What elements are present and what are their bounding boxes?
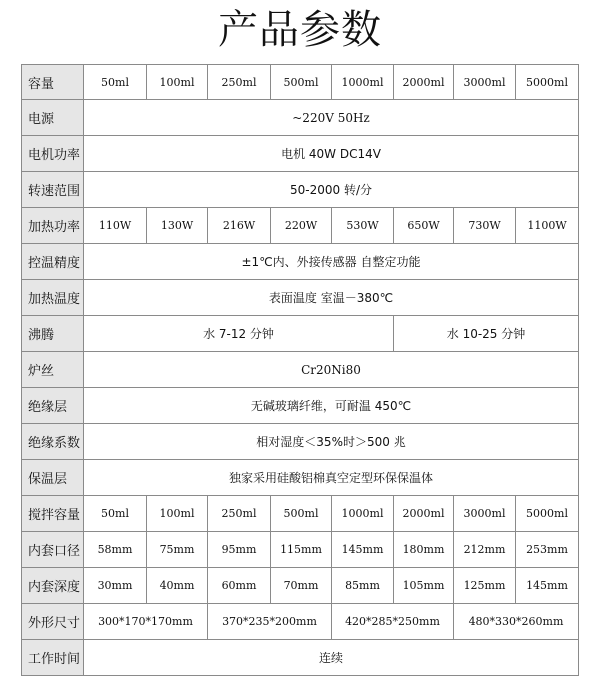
- inner-diameter-cell: 75mm: [147, 532, 208, 568]
- heating-power-cell: 1100W: [516, 208, 579, 244]
- row-label: 内套深度: [22, 568, 84, 604]
- row-capacity: [22, 65, 579, 100]
- stir-capacity-cell: 1000ml: [332, 496, 394, 532]
- inner-diameter-cell: 145mm: [332, 532, 394, 568]
- stir-capacity-cell: 3000ml: [454, 496, 516, 532]
- motor-power-value: 电机 40W DC14V: [84, 136, 579, 172]
- stir-capacity-cell: 2000ml: [394, 496, 454, 532]
- heating-power-cell: 730W: [454, 208, 516, 244]
- heating-power-cell: 650W: [394, 208, 454, 244]
- inner-diameter-cell: 212mm: [454, 532, 516, 568]
- row-heating-power: [22, 208, 579, 244]
- row-work-time: [22, 640, 579, 676]
- stir-capacity-cell: 500ml: [271, 496, 332, 532]
- spec-table: [21, 64, 579, 676]
- capacity-cell: 500ml: [271, 65, 332, 100]
- row-label: 加热功率: [22, 208, 84, 244]
- row-label: 绝缘系数: [22, 424, 84, 460]
- row-label: 容量: [22, 65, 84, 100]
- heating-power-cell: 220W: [271, 208, 332, 244]
- row-label: 保温层: [22, 460, 84, 496]
- page-title: 产品参数: [218, 7, 382, 53]
- capacity-cell: 250ml: [208, 65, 271, 100]
- insulation-layer-value: 无碱玻璃纤维，可耐温 450℃: [84, 388, 579, 424]
- inner-diameter-cell: 115mm: [271, 532, 332, 568]
- boiling-value: 水 7-12 分钟: [84, 316, 394, 352]
- heating-temp-value: 表面温度 室温－380℃: [84, 280, 579, 316]
- row-label: 炉丝: [22, 352, 84, 388]
- stir-capacity-cell: 250ml: [208, 496, 271, 532]
- row-label: 沸腾: [22, 316, 84, 352]
- row-label: 搅拌容量: [22, 496, 84, 532]
- row-thermal-layer: [22, 460, 579, 496]
- row-inner-depth: [22, 568, 579, 604]
- work-time-value: 连续: [84, 640, 579, 676]
- row-heating-temp: [22, 280, 579, 316]
- inner-depth-cell: 70mm: [271, 568, 332, 604]
- speed-range-value: 50-2000 转/分: [84, 172, 579, 208]
- dimensions-cell: 420*285*250mm: [332, 604, 454, 640]
- temp-accuracy-value: ±1℃内、外接传感器 自整定功能: [84, 244, 579, 280]
- heating-wire-value: Cr20Ni80: [84, 352, 579, 388]
- row-motor-power: [22, 136, 579, 172]
- stir-capacity-cell: 100ml: [147, 496, 208, 532]
- capacity-cell: 1000ml: [332, 65, 394, 100]
- row-label: 外形尺寸: [22, 604, 84, 640]
- heating-power-cell: 216W: [208, 208, 271, 244]
- row-label: 电机功率: [22, 136, 84, 172]
- row-inner-diameter: [22, 532, 579, 568]
- boiling-value: 水 10-25 分钟: [394, 316, 579, 352]
- inner-diameter-cell: 253mm: [516, 532, 579, 568]
- row-boiling: [22, 316, 579, 352]
- capacity-cell: 100ml: [147, 65, 208, 100]
- inner-depth-cell: 30mm: [84, 568, 147, 604]
- row-speed-range: [22, 172, 579, 208]
- stir-capacity-cell: 50ml: [84, 496, 147, 532]
- inner-diameter-cell: 95mm: [208, 532, 271, 568]
- inner-depth-cell: 40mm: [147, 568, 208, 604]
- row-power-supply: [22, 100, 579, 136]
- capacity-cell: 2000ml: [394, 65, 454, 100]
- row-label: 内套口径: [22, 532, 84, 568]
- row-stir-capacity: [22, 496, 579, 532]
- inner-depth-cell: 60mm: [208, 568, 271, 604]
- row-heating-wire: [22, 352, 579, 388]
- row-dimensions: [22, 604, 579, 640]
- power-supply-value: ~220V 50Hz: [84, 100, 579, 136]
- capacity-cell: 50ml: [84, 65, 147, 100]
- heating-power-cell: 110W: [84, 208, 147, 244]
- inner-depth-cell: 85mm: [332, 568, 394, 604]
- inner-depth-cell: 105mm: [394, 568, 454, 604]
- row-label: 绝缘层: [22, 388, 84, 424]
- inner-diameter-cell: 58mm: [84, 532, 147, 568]
- row-label: 工作时间: [22, 640, 84, 676]
- row-insulation-layer: [22, 388, 579, 424]
- heating-power-cell: 130W: [147, 208, 208, 244]
- row-label: 控温精度: [22, 244, 84, 280]
- row-label: 转速范围: [22, 172, 84, 208]
- dimensions-cell: 300*170*170mm: [84, 604, 208, 640]
- row-temp-accuracy: [22, 244, 579, 280]
- capacity-cell: 3000ml: [454, 65, 516, 100]
- inner-depth-cell: 125mm: [454, 568, 516, 604]
- heating-power-cell: 530W: [332, 208, 394, 244]
- insulation-coeff-value: 相对湿度＜35%时＞500 兆: [84, 424, 579, 460]
- inner-diameter-cell: 180mm: [394, 532, 454, 568]
- thermal-layer-value: 独家采用硅酸铝棉真空定型环保保温体: [84, 460, 579, 496]
- inner-depth-cell: 145mm: [516, 568, 579, 604]
- row-label: 电源: [22, 100, 84, 136]
- row-label: 加热温度: [22, 280, 84, 316]
- stir-capacity-cell: 5000ml: [516, 496, 579, 532]
- dimensions-cell: 480*330*260mm: [454, 604, 579, 640]
- row-insulation-coeff: [22, 424, 579, 460]
- dimensions-cell: 370*235*200mm: [208, 604, 332, 640]
- capacity-cell: 5000ml: [516, 65, 579, 100]
